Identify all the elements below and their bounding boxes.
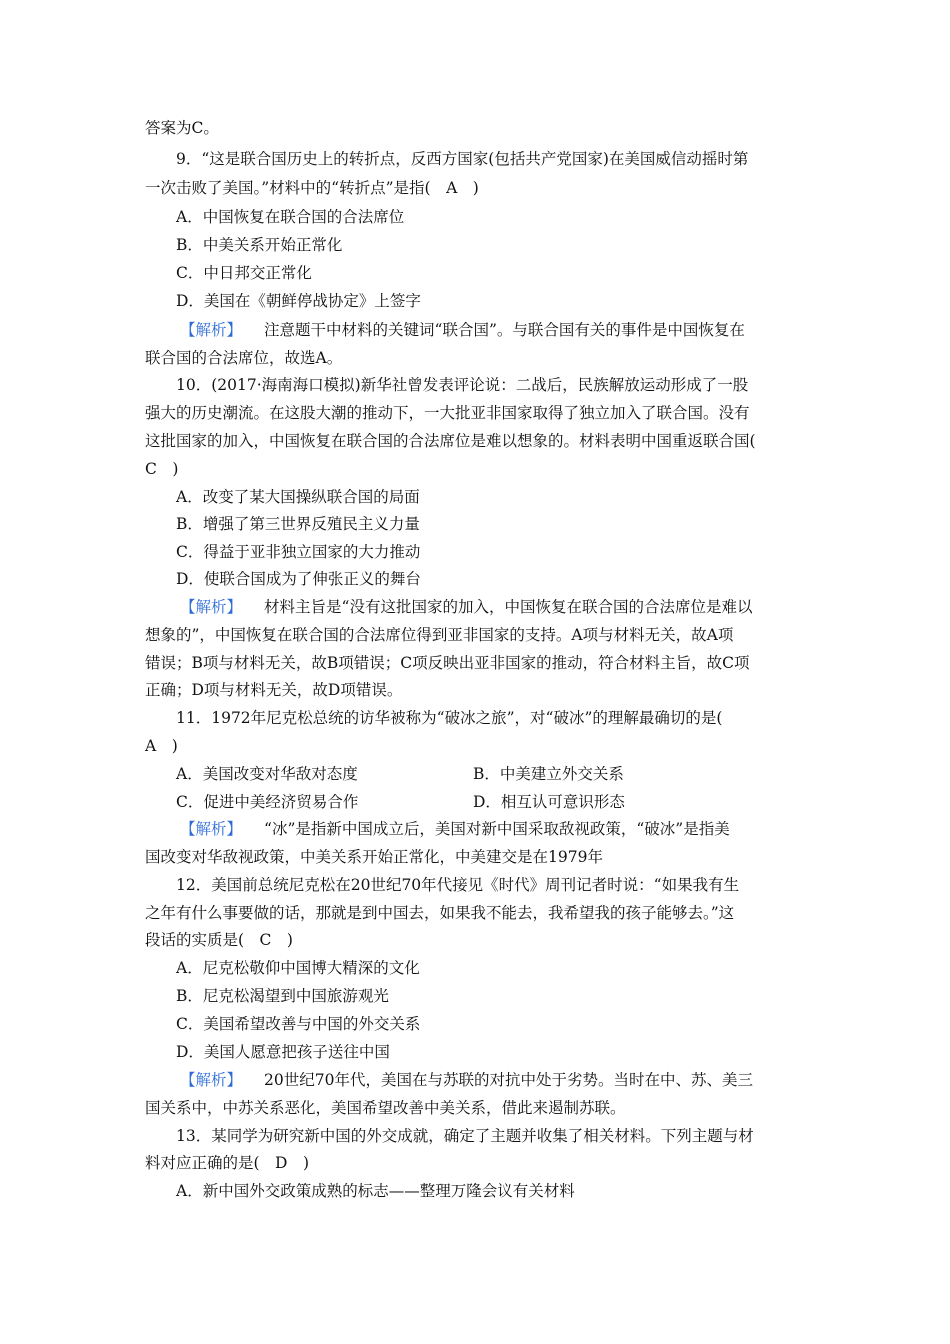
text-line: 一次击败了美国。”材料中的“转折点”是指( A ) <box>145 179 479 197</box>
text-line: 料对应正确的是( D ) <box>145 1154 310 1172</box>
option-c: C．中日邦交正常化 <box>176 264 312 282</box>
text-line: 答案为C。 <box>145 119 219 137</box>
analysis-line: 【解析】 材料主旨是“没有这批国家的加入，中国恢复在联合国的合法席位是难以 <box>180 598 753 616</box>
text-line: A ) <box>145 737 178 755</box>
option-d: D．相互认可意识形态 <box>473 793 625 811</box>
text-line: 国关系中，中苏关系恶化，美国希望改善中美关系，借此来遏制苏联。 <box>145 1099 626 1117</box>
text-line: 联合国的合法席位，故选A。 <box>145 349 343 367</box>
option-d: D．使联合国成为了伸张正义的舞台 <box>176 570 421 588</box>
analysis-line: 【解析】 “冰”是指新中国成立后，美国对新中国采取敌视政策，“破冰”是指美 <box>180 820 730 838</box>
text-line: 段话的实质是( C ) <box>145 931 293 949</box>
option-a: A．新中国外交政策成熟的标志——整理万隆会议有关材料 <box>176 1182 575 1200</box>
option-a: A．美国改变对华敌对态度 <box>176 765 358 783</box>
option-c: C．得益于亚非独立国家的大力推动 <box>176 543 421 561</box>
analysis-tag: 【解析】 <box>180 598 243 616</box>
text-line: 强大的历史潮流。在这股大潮的推动下，一大批亚非国家取得了独立加入了联合国。没有 <box>145 404 750 422</box>
option-a: A．改变了某大国操纵联合国的局面 <box>176 488 420 506</box>
question-9-line: 9．“这是联合国历史上的转折点，反西方国家(包括共产党国家)在美国威信动摇时第 <box>176 150 749 168</box>
option-b: B．中美建立外交关系 <box>473 765 624 783</box>
text-line: 国改变对华敌视政策，中美关系开始正常化，中美建交是在1979年 <box>145 848 603 866</box>
option-c: C．美国希望改善与中国的外交关系 <box>176 1015 421 1033</box>
text-line: 错误；B项与材料无关，故B项错误；C项反映出亚非国家的推动，符合材料主旨，故C项 <box>145 654 750 672</box>
question-10-line: 10．(2017·海南海口模拟)新华社曾发表评论说：二战后，民族解放运动形成了一股 <box>176 376 749 394</box>
analysis-line: 【解析】 注意题干中材料的关键词“联合国”。与联合国有关的事件是中国恢复在 <box>180 321 745 339</box>
text-line: C ) <box>145 460 179 478</box>
question-11-line: 11．1972年尼克松总统的访华被称为“破冰之旅”，对“破冰”的理解最确切的是( <box>176 709 723 727</box>
analysis-tag: 【解析】 <box>180 321 243 339</box>
question-13-line: 13．某同学为研究新中国的外交成就，确定了主题并收集了相关材料。下列主题与材 <box>176 1127 754 1145</box>
analysis-tag: 【解析】 <box>180 1071 243 1089</box>
text-line: 这批国家的加入，中国恢复在联合国的合法席位是难以想象的。材料表明中国重返联合国( <box>145 432 756 450</box>
option-d: D．美国在《朝鲜停战协定》上签字 <box>176 292 421 310</box>
question-12-line: 12．美国前总统尼克松在20世纪70年代接见《时代》周刊记者时说：“如果我有生 <box>176 876 740 894</box>
analysis-tag: 【解析】 <box>180 820 243 838</box>
text-line: 想象的”，中国恢复在联合国的合法席位得到亚非国家的支持。A项与材料无关，故A项 <box>145 626 734 644</box>
option-b: B．中美关系开始正常化 <box>176 236 343 254</box>
option-b: B．尼克松渴望到中国旅游观光 <box>176 987 389 1005</box>
option-a: A．中国恢复在联合国的合法席位 <box>176 208 405 226</box>
text-line: 正确；D项与材料无关，故D项错误。 <box>145 681 403 699</box>
analysis-line: 【解析】 20世纪70年代，美国在与苏联的对抗中处于劣势。当时在中、苏、美三 <box>180 1071 753 1089</box>
option-c: C．促进中美经济贸易合作 <box>176 793 359 811</box>
option-d: D．美国人愿意把孩子送往中国 <box>176 1043 390 1061</box>
text-line: 之年有什么事要做的话，那就是到中国去，如果我不能去，我希望我的孩子能够去。”这 <box>145 904 735 922</box>
option-b: B．增强了第三世界反殖民主义力量 <box>176 515 420 533</box>
option-a: A．尼克松敬仰中国博大精深的文化 <box>176 959 420 977</box>
